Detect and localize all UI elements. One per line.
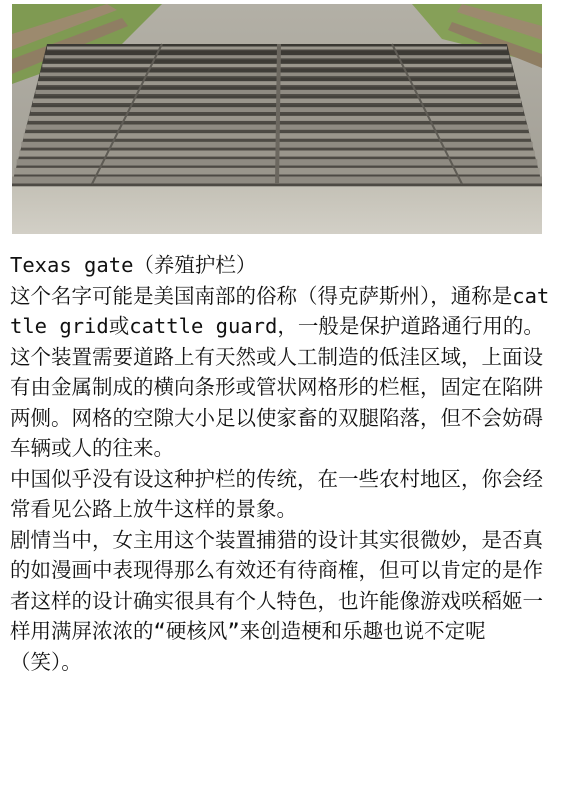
article-title: Texas gate（养殖护栏） [10,253,257,277]
article [10,250,550,677]
cattle-guard-photo-svg [12,4,542,234]
concrete-apron [12,179,542,234]
center-divider [277,44,279,184]
article-paragraph: 剧情当中，女主用这个装置捕猎的设计其实很微妙，是否真的如漫画中表现得那么有效还有待商榷，但可以肯定的是作者这样的设计确实很具有个人特色，也许能像游戏咲稻姬一样用满屏浓浓的“硬核风”来创造梗和乐趣也说不定呢（笑）。 [10,527,543,674]
article-paragraph: 中国似乎没有设这种护栏的传统，在一些农村地区，你会经常看见公路上放牛这样的景象。 [10,466,543,521]
cattle-guard-photo [12,4,542,234]
article-paragraph: 这个名字可能是美国南部的俗称（得克萨斯州），通称是cattle grid或cattle guard，一般是保护道路通行用的。这个装置需要道路上有天然或人工制造的低洼区域，上面设有由金属制成的横向条形或管状网格形的栏框，固定在陷阱两侧。网格的空隙大小足以使家畜的双腿陷落，但不会妨碍车辆或人的往来。 [10,283,550,460]
